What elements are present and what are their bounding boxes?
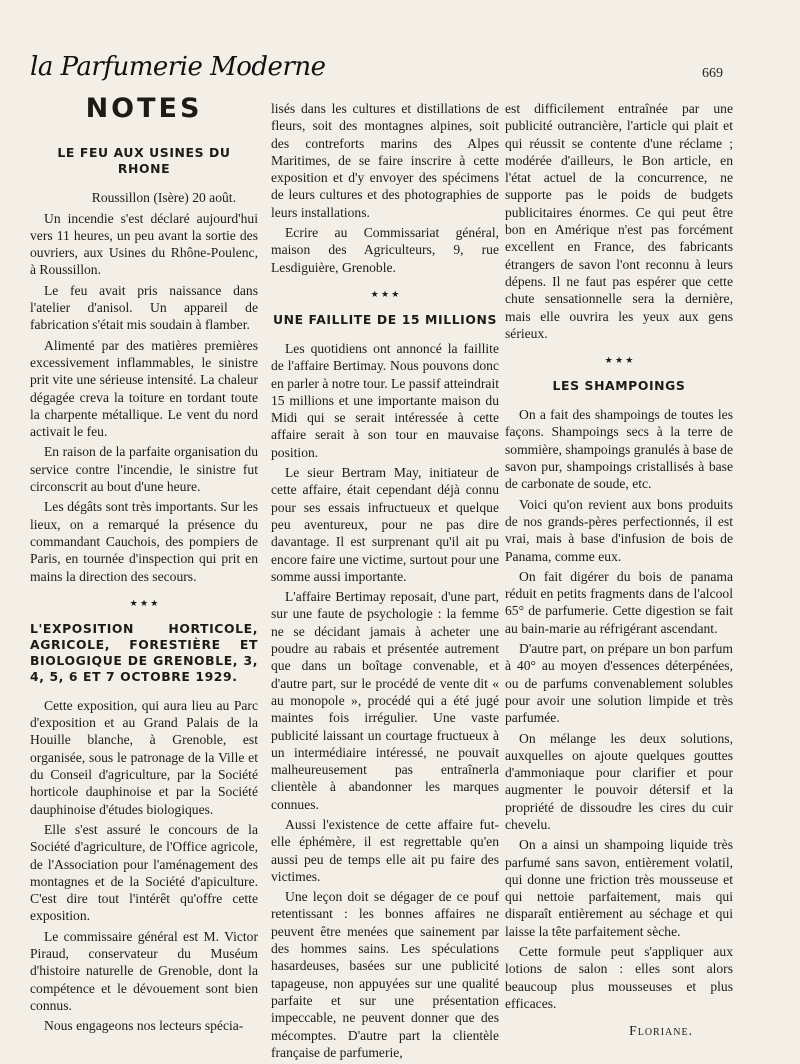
paragraph: On a ainsi un shampoing liquide très parfumé sans savon, entièrement volatil, qui donne une friction très mousseuse et qui nettoie parfaitement, mais qui disparaît entièrement au séchage et qui laisse la tête parfaitement sèche.: [505, 837, 733, 939]
paragraph: On mélange les deux solutions, auxquelles on ajoute quelques gouttes d'ammoniaque pour clarifier et pour augmenter le pouvoir détersif et la propriété de dissoudre les cires du cuir chevelu.: [505, 730, 733, 832]
author-signature: Floriane.: [629, 1023, 693, 1039]
paragraph-continued: lisés dans les cultures et distillations de fleurs, soit des montagnes alpines, soit des contreforts marins des Alpes Maritimes, de se faire inscrire à cette exposition et d'y envoyer des spécimens de leurs cultures et des photographies de leurs installations.: [271, 101, 499, 220]
column-1: [30, 93, 258, 1037]
paragraph: En raison de la parfaite organisation du service contre l'incendie, le sinistre fut circonscrit au bout d'une heure.: [30, 444, 258, 495]
paragraph: Un incendie s'est déclaré aujourd'hui vers 11 heures, un peu avant la sortie des ouvriers, aux Usines du Rhône-Poulenc, à Roussillon.: [30, 210, 258, 278]
paragraph: Une leçon doit se dégager de ce pouf retentissant : les bonnes affaires ne peuvent être menées que sainement par des hommes sains. Les spéculations hasardeuses, basées sur une publicité tapageuse, non appuyées sur une qualité parfaite et sur une présentation impeccable, ne peuvent donner que des mécomptes. D'autre part la clientèle française de parfumerie,: [271, 889, 499, 1060]
paragraph: Le commissaire général est M. Victor Piraud, conservateur du Muséum d'histoire naturelle de Grenoble, dont la compétence et le dévouement sont bien connus.: [30, 928, 258, 1013]
paragraph: L'affaire Bertimay reposait, d'une part, sur une faute de psychologie : la femme ne se décidant jamais à acheter une poudre au rabais et présentée autrement que dans un boîtage convenable, et d'autre part, sur le procédé de vente dit « au monopole », procédé qui a été jugé maintes fois irrégulier. Une vaste publicité laissant un courtage fructueux à un intermédiaire intéressé, ne pouvait malheureusement pas entraînerla clientèle à abandonner les marques connues.: [271, 589, 499, 812]
paragraph: On a fait des shampoings de toutes les façons. Shampoings secs à la terre de sommière, shampoings granulés à base de savon pur, shampoings cristallisés à base de carbonate de soude, etc.: [505, 407, 734, 492]
column-2: [271, 100, 499, 1064]
paragraph: Les quotidiens ont annoncé la faillite de l'affaire Bertimay. Nous pouvons donc en parler à notre tour. Le passif atteindrait 15 millions et une importante maison du Midi qui se serait intéressée à cette affaire serait à son tour en mauvaise position.: [271, 340, 499, 460]
paragraph: On fait digérer du bois de panama réduit en petits fragments dans de l'alcool 65° de parfumerie. Cette digestion se fait au bain-marie au réfrigérant ascendant.: [505, 568, 733, 636]
dateline: Roussillon (Isère) 20 août.: [91, 190, 236, 206]
section-separator-stars: ★ ★ ★: [129, 597, 159, 608]
paragraph: Nous engageons nos lecteurs spécia-: [44, 1018, 244, 1034]
section-title-exposition: L'EXPOSITION HORTICOLE, AGRICOLE, FORESTIÈRE ET BIOLOGIQUE DE GRENOBLE, 3, 4, 5, 6 ET 7 OCTOBRE 1929.: [30, 620, 258, 684]
page-number: 669: [702, 66, 723, 81]
journal-logo: la Parfumerie Moderne: [30, 52, 326, 82]
paragraph: D'autre part, on prépare un bon parfum à 40° au moyen d'essences déterpénées, ou de parfums convenablement solubles pour avoir une solution limpide et très parfumée.: [505, 641, 733, 726]
column-3: [505, 100, 733, 1043]
paragraph: Ecrire au Commissariat général, maison des Agriculteurs, 9, rue Lesdiguière, Grenoble.: [271, 225, 499, 275]
notes-title: NOTES: [85, 93, 203, 124]
paragraph: Aussi l'existence de cette affaire fut-elle éphémère, il est regrettable qu'en aussi peu de temps elle ait pu faire des victimes.: [271, 816, 499, 884]
section-title-shampoings: LES SHAMPOINGS: [552, 378, 686, 394]
paragraph: Elle s'est assuré le concours de la Société d'agriculture, de l'Office agricole, de l'Association pour l'aménagement des montagnes et de la Société d'apiculture. C'est dire tout l'intérêt qu'offre cette exposition.: [30, 821, 258, 924]
paragraph: Cette formule peut s'appliquer aux lotions de salon : elles sont alors beaucoup plus mousseuses et plus efficaces.: [505, 944, 733, 1011]
paragraph: Alimenté par des matières premières excessivement inflammables, le sinistre prit vite une sérieuse intensité. La chaleur dégagée creva la toiture en tordant toute la charpente métallique. Le vent du nord activait le feu.: [30, 337, 258, 440]
paragraph: Les dégâts sont très importants. Sur les lieux, on a remarqué la présence du commandant Cauchois, des pompiers de Paris, en tournée d'inspection qui prit en mains la direction des secours.: [30, 499, 258, 584]
paragraph-continued: est difficilement entraînée par une publicité outrancière, l'article qui plait et qui réussit se contente d'une réclame ; modérée d'ailleurs, le Bon article, en l'état actuel de la concurrence, ne supporte pas le poids de budgets publicitaires énormes. Ce qui peut être bon en Amérique n'est pas forcément excellent en France, des fabricants étrangers de savon l'ont reconnu à leurs dépens. Il ne faut pas espérer que cette chute sensationnelle sera la dernière, mais elle ouvrira les yeux aux gens sérieux.: [505, 101, 733, 341]
paragraph: Voici qu'on revient aux bons produits de nos grands-pères perfectionnés, il est vrai, mais à base d'infusion de bois de Panama, comme eux.: [505, 496, 733, 564]
paragraph: Le feu avait pris naissance dans l'atelier d'anisol. Un appareil de fabrication s'était mis soudain à flamber.: [30, 282, 258, 333]
section-title-faillite: UNE FAILLITE DE 15 MILLIONS: [272, 311, 498, 327]
section-separator-stars: ★ ★ ★: [604, 355, 634, 366]
section-title-fire: LE FEU AUX USINES DU RHONE: [57, 145, 231, 177]
paragraph: Le sieur Bertram May, initiateur de cette affaire, était cependant déjà connu pour ses essais infructueux et quelque peu aventureux, pour ne pas dire davantage. Il est surprenant qu'il ait pu encore faire une victime, surtout pour une somme aussi importante.: [271, 465, 499, 584]
section-separator-stars: ★ ★ ★: [370, 288, 400, 299]
paragraph: Cette exposition, qui aura lieu au Parc d'exposition et au Grand Palais de la Houille blanche, à Grenoble, est organisée, sous le patronage de la Ville et du Conseil d'agriculture, par la Société horticole dauphinoise et par la Société dauphinoise d'études biologiques.: [30, 697, 258, 817]
